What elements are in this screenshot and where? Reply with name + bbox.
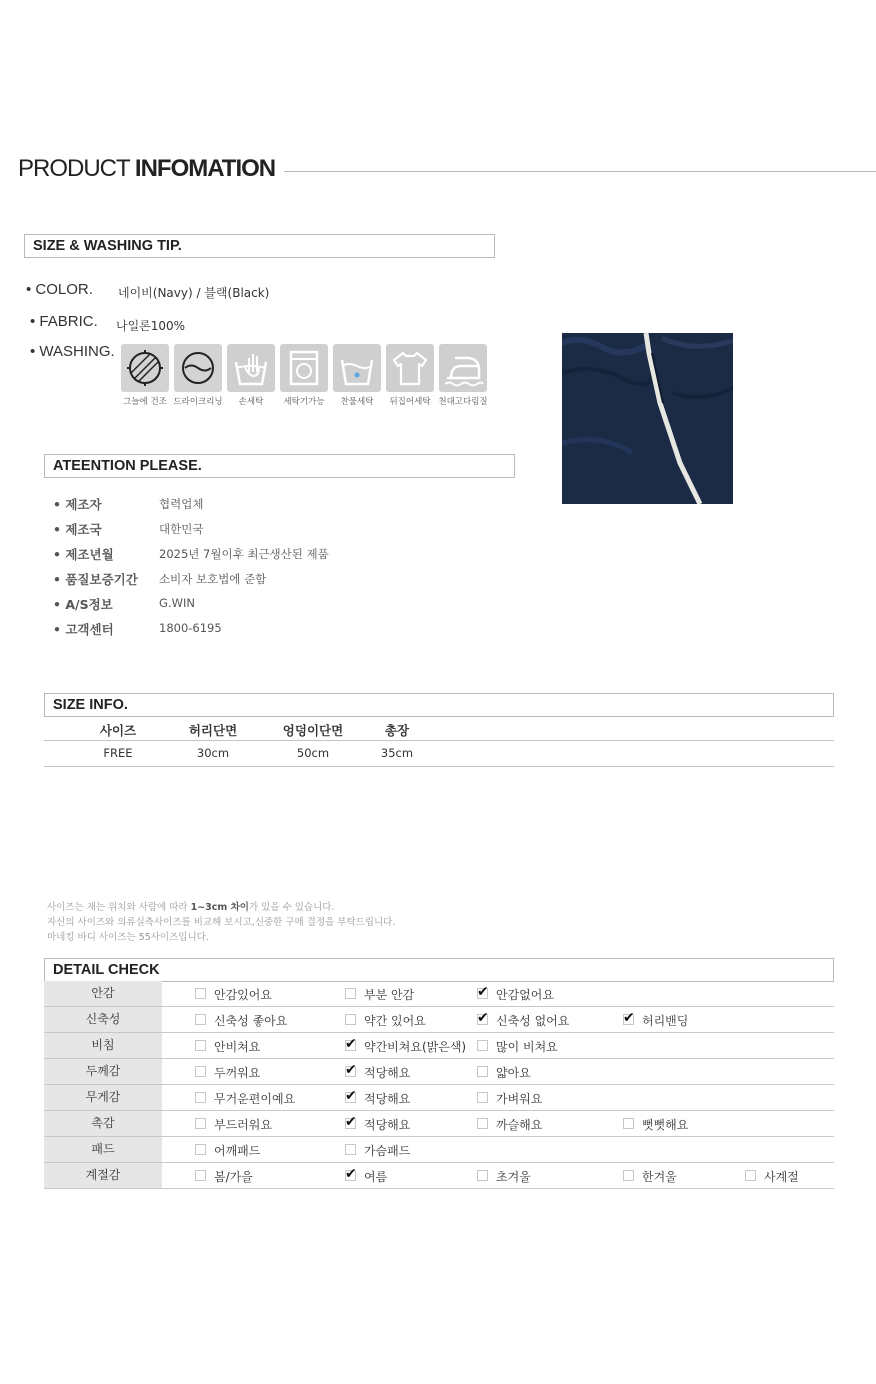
detail-check-table (44, 981, 834, 1189)
detail-option-label: 신축성 없어요 (496, 1014, 570, 1028)
size-note: 사이즈는 재는 위치와 사람에 따라 1~3cm 차이가 있을 수 있습니다. (47, 902, 335, 913)
wash-label: 그늘에 건조 (123, 397, 167, 407)
checkbox[interactable] (623, 1170, 634, 1181)
attention-value: 소비자 보호법에 준함 (159, 572, 267, 586)
checkmark-icon: ✔ (623, 1010, 635, 1026)
detail-option-label: 적당해요 (364, 1092, 411, 1106)
checkbox[interactable] (195, 1118, 206, 1129)
wash-label: 천대고다림질 (438, 397, 488, 407)
page-title: PRODUCT INFOMATION (18, 155, 276, 182)
detail-option-label: 많이 비쳐요 (496, 1040, 558, 1054)
attention-value: 1800-6195 (159, 621, 222, 635)
size-table-bottom (44, 766, 834, 767)
detail-option-label: 봄/가을 (214, 1170, 253, 1184)
checkmark-icon: ✔ (345, 1088, 357, 1104)
inside-out-icon (386, 344, 434, 392)
product-fabric-photo (562, 333, 733, 504)
checkbox[interactable] (195, 1092, 206, 1103)
size-cell: FREE (103, 746, 133, 760)
color-label: • COLOR. (26, 281, 93, 298)
detail-row-divider (44, 1136, 834, 1137)
detail-option-label: 어깨패드 (214, 1144, 261, 1158)
washing-label: • WASHING. (30, 343, 115, 360)
detail-option-label: 한겨울 (642, 1170, 677, 1184)
detail-option-label: 허리밴딩 (642, 1014, 689, 1028)
detail-row-label: 두께감 (44, 1059, 162, 1084)
detail-option-label: 안감없어요 (496, 988, 554, 1002)
attention-value: G.WIN (159, 596, 195, 610)
attention-label: • 제조년월 (53, 547, 114, 562)
fabric-value: 나일론100% (116, 319, 186, 333)
checkbox[interactable] (477, 1066, 488, 1077)
attention-label: • 품질보증기간 (53, 572, 138, 587)
checkmark-icon: ✔ (345, 1114, 357, 1130)
size-cell: 30cm (196, 746, 230, 760)
wash-label: 뒤집어세탁 (389, 397, 431, 407)
attention-label: • 제조자 (53, 497, 102, 512)
detail-option-label: 안감있어요 (214, 988, 272, 1002)
wash-label: 찬물세탁 (340, 397, 374, 407)
detail-option-label: 신축성 좋아요 (214, 1014, 288, 1028)
size-col-header: 엉덩이단면 (282, 723, 344, 738)
detail-row-label: 비침 (44, 1033, 162, 1058)
checkbox[interactable] (623, 1118, 634, 1129)
detail-row-divider (44, 1188, 834, 1189)
checkmark-icon: ✔ (477, 1010, 489, 1026)
detail-option-label: 안비쳐요 (214, 1040, 261, 1054)
checkbox[interactable] (477, 1170, 488, 1181)
detail-option-label: 약간 있어요 (364, 1014, 426, 1028)
size-col-header: 사이즈 (99, 723, 137, 738)
checkbox[interactable] (195, 1144, 206, 1155)
detail-option-label: 부드러워요 (214, 1118, 272, 1132)
detail-option-label: 무거운편이예요 (214, 1092, 296, 1106)
checkbox[interactable] (477, 1040, 488, 1051)
attention-label: • 제조국 (53, 522, 102, 537)
checkmark-icon: ✔ (477, 984, 489, 1000)
checkbox[interactable] (345, 1144, 356, 1155)
size-note: 자신의 사이즈와 의류실측사이즈를 비교해 보시고,신중한 구매 결정을 부탁드립니다. (47, 917, 396, 928)
detail-option-label: 적당해요 (364, 1118, 411, 1132)
checkmark-icon: ✔ (345, 1036, 357, 1052)
checkmark-icon: ✔ (345, 1062, 357, 1078)
wash-label: 손세탁 (238, 397, 264, 407)
wash-label: 드라이크리닝 (173, 397, 223, 407)
detail-option-label: 사계절 (764, 1170, 799, 1184)
size-info-heading: SIZE INFO. (44, 693, 834, 717)
iron-cloth-icon (439, 344, 487, 392)
detail-option-label: 초겨울 (496, 1170, 531, 1184)
checkbox[interactable] (195, 1066, 206, 1077)
cold-wash-icon (333, 344, 381, 392)
checkbox[interactable] (745, 1170, 756, 1181)
checkmark-icon: ✔ (345, 1166, 357, 1182)
attention-value: 2025년 7월이후 최근생산된 제품 (159, 547, 329, 561)
size-table-divider (44, 740, 834, 741)
checkbox[interactable] (195, 1040, 206, 1051)
detail-row-divider (44, 1110, 834, 1111)
size-col-header: 허리단면 (188, 723, 238, 738)
detail-row-label: 신축성 (44, 1007, 162, 1032)
detail-row-divider (44, 1084, 834, 1085)
size-cell: 50cm (296, 746, 330, 760)
attention-value: 협력업체 (159, 497, 204, 511)
dry-clean-icon (174, 344, 222, 392)
fabric-label: • FABRIC. (30, 313, 98, 330)
size-note: 마네킹 바디 사이즈는 55사이즈입니다. (47, 932, 209, 943)
color-value: 네이비(Navy) / 블랙(Black) (118, 286, 270, 300)
detail-option-label: 적당해요 (364, 1066, 411, 1080)
detail-row-label: 계절감 (44, 1163, 162, 1188)
detail-row-divider (44, 1162, 834, 1163)
attention-value: 대한민국 (159, 522, 204, 536)
checkbox[interactable] (195, 1014, 206, 1025)
hand-wash-icon (227, 344, 275, 392)
detail-option-label: 얇아요 (496, 1066, 531, 1080)
checkbox[interactable] (345, 1014, 356, 1025)
checkbox[interactable] (477, 1092, 488, 1103)
detail-row-label: 패드 (44, 1137, 162, 1162)
checkbox[interactable] (195, 1170, 206, 1181)
detail-option-label: 두꺼워요 (214, 1066, 261, 1080)
attention-label: • A/S정보 (53, 597, 113, 612)
wash-label: 세탁기가능 (283, 397, 325, 407)
detail-row-label: 무게감 (44, 1085, 162, 1110)
detail-row-divider (44, 1058, 834, 1059)
attention-heading: ATEENTION PLEASE. (44, 454, 515, 478)
detail-option-label: 뻣뻣해요 (642, 1118, 689, 1132)
checkbox[interactable] (195, 988, 206, 999)
detail-option-label: 부분 안감 (364, 988, 415, 1002)
machine-wash-icon (280, 344, 328, 392)
attention-label: • 고객센터 (53, 622, 114, 637)
title-divider (284, 171, 876, 172)
detail-row-label: 안감 (44, 981, 162, 1006)
detail-row-divider (44, 1032, 834, 1033)
detail-option-label: 여름 (364, 1170, 388, 1184)
detail-check-heading: DETAIL CHECK (44, 958, 834, 982)
size-col-header: 총장 (384, 723, 410, 738)
size-washing-heading: SIZE & WASHING TIP. (24, 234, 495, 258)
detail-option-label: 까슬해요 (496, 1118, 543, 1132)
checkbox[interactable] (345, 988, 356, 999)
detail-option-label: 약간비쳐요(밝은색) (364, 1040, 467, 1054)
detail-row-label: 촉감 (44, 1111, 162, 1136)
detail-row-divider (44, 1006, 834, 1007)
checkbox[interactable] (477, 1118, 488, 1129)
detail-option-label: 가슴패드 (364, 1144, 411, 1158)
detail-option-label: 가벼워요 (496, 1092, 543, 1106)
shade-dry-icon (121, 344, 169, 392)
size-cell: 35cm (380, 746, 414, 760)
